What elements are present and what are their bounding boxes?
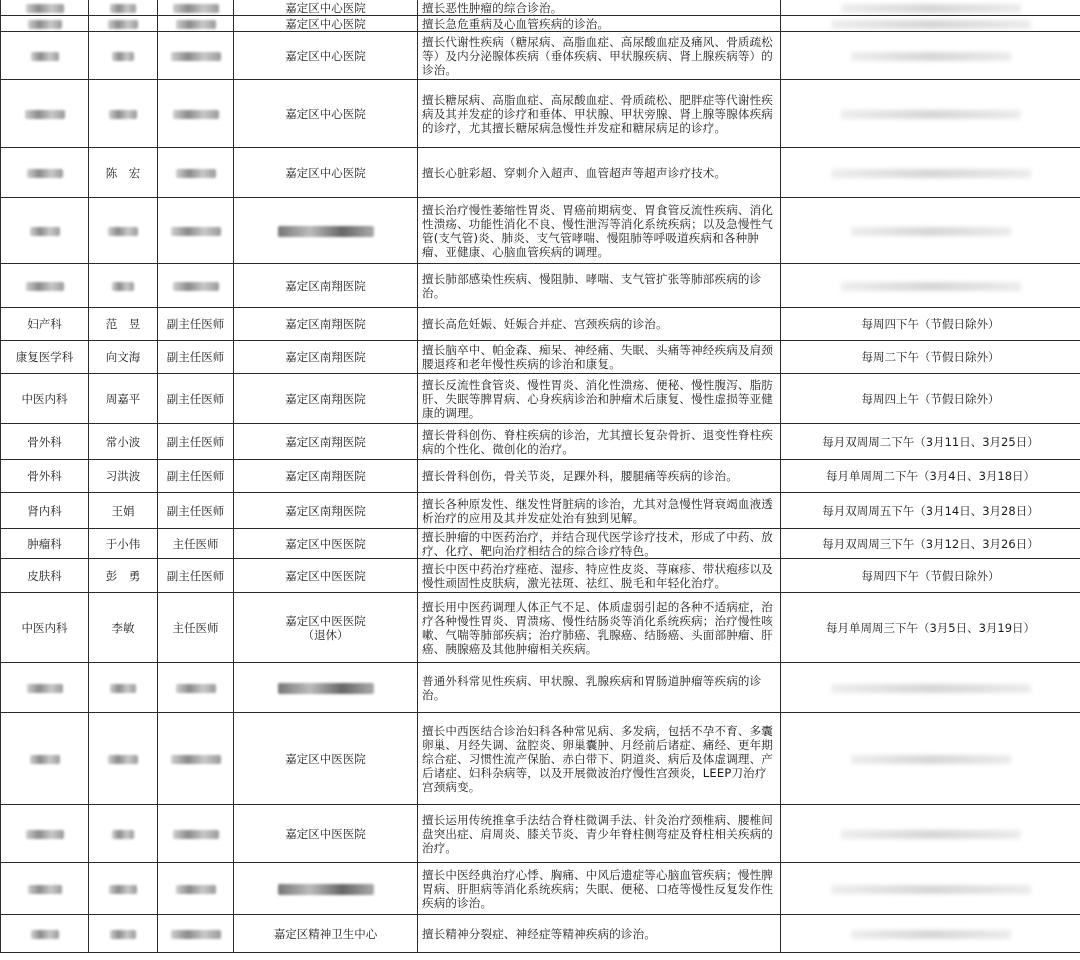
clinic-time-cell (781, 529, 1080, 559)
redacted-placeholder (841, 282, 1021, 291)
specialty-text: 擅长骨科创伤、脊柱疾病的诊治，尤其擅长复杂骨折、退变性脊柱疾病的个性化、微创化的治疗。 (422, 427, 773, 456)
department-cell (1, 805, 89, 863)
hospital-text: 嘉定区中医医院 (285, 568, 366, 583)
clinic-time-cell (781, 341, 1080, 374)
doctor-name-cell (89, 805, 158, 863)
hospital-cell (234, 593, 418, 663)
hospital-text: 嘉定区中心医院 (285, 0, 366, 15)
redacted-placeholder (176, 20, 216, 29)
doctor-name-cell (89, 915, 158, 953)
department-cell (1, 493, 89, 529)
table-row (1, 805, 1080, 863)
clinic-time-cell (781, 308, 1080, 341)
hospital-cell (234, 341, 418, 374)
clinic-time-cell (781, 264, 1080, 308)
redacted-placeholder (176, 885, 216, 894)
clinic-time-cell (781, 663, 1080, 713)
specialty-cell (418, 198, 781, 264)
hospital-cell (234, 264, 418, 308)
doctor-title-cell (158, 663, 234, 713)
hospital-text: 嘉定区南翔医院 (285, 317, 366, 331)
redacted-placeholder (173, 282, 219, 291)
department-text: 肿瘤科 (27, 536, 62, 551)
department-cell (1, 424, 89, 460)
doctor-title-cell (158, 264, 234, 308)
doctor-name-text: 于小伟 (105, 536, 141, 551)
specialty-cell (418, 80, 781, 148)
clinic-time-text: 每周二下午（节假日除外） (861, 350, 1000, 364)
specialty-text: 擅长肺部感染性疾病、慢阻肺、哮喘、支气管扩张等肺部疾病的诊治。 (422, 271, 762, 300)
specialty-cell (418, 713, 781, 805)
department-cell (1, 264, 89, 308)
table-row (1, 713, 1080, 805)
table-row (1, 264, 1080, 308)
redacted-placeholder (171, 227, 221, 236)
redacted-placeholder (841, 830, 1021, 839)
specialty-cell (418, 593, 781, 663)
redacted-placeholder (26, 4, 64, 13)
department-cell (1, 593, 89, 663)
department-cell (1, 915, 89, 953)
doctor-name-cell (89, 32, 158, 80)
doctor-title-cell (158, 493, 234, 529)
clinic-time-cell (781, 593, 1080, 663)
department-text: 骨外科 (27, 434, 62, 449)
redacted-placeholder (831, 885, 1031, 894)
table-row (1, 529, 1080, 559)
department-text: 骨外科 (27, 469, 62, 483)
hospital-cell (234, 308, 418, 341)
doctor-title-text: 副主任医师 (166, 391, 225, 406)
clinic-time-cell (781, 915, 1080, 953)
hospital-cell (234, 663, 418, 713)
hospital-cell (234, 915, 418, 953)
table-row (1, 198, 1080, 264)
table-row (1, 32, 1080, 80)
redacted-placeholder (171, 930, 221, 939)
redacted-placeholder (173, 4, 219, 13)
redacted-placeholder (278, 884, 374, 895)
hospital-cell (234, 32, 418, 80)
hospital-cell (234, 713, 418, 805)
clinic-time-text: 每周四上午（节假日除外） (861, 391, 1000, 406)
specialty-text: 擅长骨科创伤，骨关节炎，足踝外科，腰腿痛等疾病的诊治。 (422, 469, 738, 483)
redacted-placeholder (31, 52, 59, 61)
hospital-cell (234, 805, 418, 863)
redacted-placeholder (176, 169, 216, 178)
clinic-time-text: 每月单周周三下午（3月5日、3月19日） (825, 620, 1036, 635)
table-row (1, 0, 1080, 16)
table-row (1, 374, 1080, 424)
specialty-cell (418, 863, 781, 915)
redacted-placeholder (26, 282, 64, 291)
doctor-name-cell (89, 559, 158, 593)
doctor-name-text: 常小波 (105, 434, 141, 449)
doctor-title-cell (158, 460, 234, 493)
doctor-name-text: 范 昱 (105, 317, 141, 331)
clinic-time-text: 每月单周周二下午（3月4日、3月18日） (825, 469, 1036, 483)
doctor-name-text: 周嘉平 (105, 391, 141, 406)
doctor-title-cell (158, 308, 234, 341)
doctor-name-cell (89, 374, 158, 424)
specialty-cell (418, 559, 781, 593)
specialty-text: 擅长糖尿病、高脂血症、高尿酸血症、骨质疏松、肥胖症等代谢性疾病及其并发症的诊疗和垂体、甲状腺、甲状旁腺、肾上腺等腺体疾病的诊疗，尤其擅长糖尿病急慢性并发症和糖尿病足的诊疗。 (422, 92, 773, 135)
clinic-time-cell (781, 460, 1080, 493)
hospital-text: 嘉定区中心医院 (285, 48, 366, 63)
hospital-text: 嘉定区中心医院 (285, 16, 366, 31)
hospital-text: 嘉定区南翔医院 (285, 391, 366, 406)
hospital-text: 嘉定区中医医院 (285, 613, 366, 628)
redacted-placeholder (112, 52, 134, 61)
doctor-title-text: 副主任医师 (166, 434, 225, 449)
hospital-cell (234, 493, 418, 529)
specialty-text: 擅长用中医药调理人体正气不足、体质虚弱引起的各种不适病症，治疗各种慢性胃炎、胃溃疡、慢性结肠炎等消化系统疾病；治疗慢性咳嗽、气喘等肺部疾病；治疗肺癌、乳腺癌、结肠癌、头面部肿瘤、肝癌、胰腺癌及其他肿瘤相关疾病。 (422, 599, 773, 656)
hospital-text: 嘉定区精神卫生中心 (273, 926, 378, 941)
doctor-name-cell (89, 460, 158, 493)
clinic-time-cell (781, 493, 1080, 529)
table-row (1, 80, 1080, 148)
hospital-text: 嘉定区南翔医院 (285, 278, 366, 293)
redacted-placeholder (851, 755, 1011, 764)
specialty-text: 擅长肿瘤的中医药治疗，并结合现代医学诊疗技术，形成了中药、放疗、化疗、靶向治疗相结合的综合诊疗特色。 (422, 529, 773, 558)
doctor-title-cell (158, 80, 234, 148)
clinic-time-cell (781, 16, 1080, 32)
doctor-title-cell (158, 374, 234, 424)
specialty-text: 擅长代谢性疾病（糖尿病、高脂血症、高尿酸血症及痛风、骨质疏松等）及内分泌腺体疾病（垂体疾病、甲状腺疾病、肾上腺疾病等）的诊治。 (422, 34, 773, 77)
doctor-title-cell (158, 559, 234, 593)
table-row (1, 663, 1080, 713)
redacted-placeholder (110, 930, 136, 939)
redacted-placeholder (30, 227, 60, 236)
specialty-text: 擅长反流性食管炎、慢性胃炎、消化性溃疡、便秘、慢性腹泻、脂肪肝、失眠等脾胃病、心身疾病诊治和肿瘤术后康复、慢性虚损等亚健康的调理。 (422, 377, 773, 420)
table-row (1, 308, 1080, 341)
department-cell (1, 529, 89, 559)
department-cell (1, 713, 89, 805)
department-cell (1, 0, 89, 16)
doctor-title-text: 主任医师 (172, 620, 219, 635)
redacted-placeholder (841, 4, 1021, 13)
doctor-title-text: 副主任医师 (166, 317, 225, 331)
redacted-placeholder (851, 227, 1011, 236)
hospital-text: 嘉定区中医医院 (285, 536, 366, 551)
doctor-name-cell (89, 593, 158, 663)
redacted-placeholder (26, 830, 64, 839)
redacted-placeholder (851, 930, 1011, 939)
department-text: 康复医学科 (15, 350, 74, 364)
redacted-placeholder (108, 20, 138, 29)
redacted-placeholder (112, 282, 134, 291)
doctor-title-text: 副主任医师 (166, 568, 225, 583)
doctor-title-text: 副主任医师 (166, 469, 225, 483)
doctor-name-cell (89, 663, 158, 713)
department-text: 肾内科 (27, 503, 62, 518)
redacted-placeholder (109, 110, 137, 119)
table-row (1, 16, 1080, 32)
doctor-title-cell (158, 915, 234, 953)
table-row (1, 460, 1080, 493)
doctor-name-text: 王娟 (111, 503, 135, 518)
specialty-cell (418, 915, 781, 953)
redacted-placeholder (28, 885, 62, 894)
redacted-placeholder (108, 227, 138, 236)
clinic-time-cell (781, 198, 1080, 264)
table-row (1, 863, 1080, 915)
department-cell (1, 16, 89, 32)
hospital-text: 嘉定区中心医院 (285, 165, 366, 180)
doctor-title-cell (158, 713, 234, 805)
hospital-text: 嘉定区南翔医院 (285, 469, 366, 483)
doctor-name-cell (89, 264, 158, 308)
clinic-time-cell (781, 863, 1080, 915)
doctor-title-cell (158, 0, 234, 16)
doctor-title-cell (158, 148, 234, 198)
hospital-text: 嘉定区中心医院 (285, 106, 366, 121)
redacted-placeholder (171, 755, 221, 764)
clinic-time-cell (781, 424, 1080, 460)
clinic-time-text: 每周四下午（节假日除外） (861, 317, 1000, 331)
clinic-time-cell (781, 32, 1080, 80)
specialty-cell (418, 493, 781, 529)
redacted-placeholder (108, 755, 138, 764)
doctor-name-text: 李敏 (111, 620, 135, 635)
table-row (1, 915, 1080, 953)
clinic-time-cell (781, 805, 1080, 863)
doctor-title-cell (158, 424, 234, 460)
specialty-text: 擅长中医经典治疗心悸、胸痛、中风后遗症等心脑血管疾病；慢性脾胃病、肝胆病等消化系统疾病；失眠、便秘、口疮等慢性反复发作性疾病的诊治。 (422, 867, 773, 910)
doctor-title-cell (158, 341, 234, 374)
department-text: 中医内科 (21, 620, 68, 635)
specialty-text: 擅长治疗慢性萎缩性胃炎、胃癌前期病变、胃食管反流性疾病、消化性溃疡、功能性消化不良、慢性泄泻等消化系统疾病；以及急慢性气管(支气管)炎、肺炎、支气管哮喘、慢阻肺等呼吸道疾病和各种肿瘤、亚健康、心脑血管疾病的调理。 (422, 202, 773, 259)
doctor-title-cell (158, 32, 234, 80)
department-cell (1, 374, 89, 424)
redacted-placeholder (27, 684, 63, 693)
department-cell (1, 341, 89, 374)
specialty-cell (418, 32, 781, 80)
specialty-text: 擅长恶性肿瘤的综合诊治。 (422, 0, 563, 15)
redacted-placeholder (831, 684, 1031, 693)
doctor-name-cell (89, 0, 158, 16)
specialty-cell (418, 341, 781, 374)
department-cell (1, 198, 89, 264)
table-row (1, 341, 1080, 374)
clinic-time-cell (781, 0, 1080, 16)
hospital-cell (234, 148, 418, 198)
redacted-placeholder (31, 930, 59, 939)
doctor-title-cell (158, 198, 234, 264)
specialty-cell (418, 529, 781, 559)
specialty-text: 擅长心脏彩超、穿刺介入超声、血管超声等超声诊疗技术。 (422, 165, 727, 180)
specialty-text: 擅长精神分裂症、神经症等精神疾病的诊治。 (422, 926, 656, 941)
doctor-title-cell (158, 863, 234, 915)
doctor-title-cell (158, 529, 234, 559)
redacted-placeholder (110, 684, 136, 693)
hospital-text: 嘉定区南翔医院 (285, 350, 366, 364)
table-row (1, 148, 1080, 198)
doctor-name-cell (89, 148, 158, 198)
hospital-cell (234, 374, 418, 424)
doctor-title-text: 主任医师 (172, 536, 219, 551)
redacted-placeholder (27, 169, 63, 178)
redacted-placeholder (112, 830, 134, 839)
doctor-name-cell (89, 529, 158, 559)
hospital-text: 嘉定区南翔医院 (285, 434, 366, 449)
redacted-placeholder (831, 20, 1031, 29)
redacted-placeholder (176, 684, 216, 693)
hospital-cell (234, 460, 418, 493)
doctor-title-text: 副主任医师 (166, 350, 225, 364)
department-cell (1, 308, 89, 341)
clinic-time-cell (781, 148, 1080, 198)
hospital-cell (234, 424, 418, 460)
specialty-cell (418, 0, 781, 16)
redacted-placeholder (278, 226, 374, 237)
redacted-placeholder (171, 52, 221, 61)
specialty-cell (418, 264, 781, 308)
table-row (1, 424, 1080, 460)
specialty-text: 普通外科常见性疾病、甲状腺、乳腺疾病和胃肠道肿瘤等疾病的诊治。 (422, 673, 762, 702)
clinic-time-text: 每月双周周三下午（3月12日、3月26日） (822, 536, 1039, 551)
doctor-name-cell (89, 713, 158, 805)
doctor-name-cell (89, 308, 158, 341)
hospital-cell (234, 559, 418, 593)
doctor-name-text: 陈 宏 (105, 165, 141, 180)
redacted-placeholder (851, 52, 1011, 61)
hospital-cell (234, 16, 418, 32)
department-cell (1, 863, 89, 915)
redacted-placeholder (831, 169, 1031, 178)
hospital-cell (234, 0, 418, 16)
doctor-name-cell (89, 493, 158, 529)
doctor-title-cell (158, 805, 234, 863)
clinic-time-text: 每月双周周二下午（3月11日、3月25日） (822, 434, 1039, 449)
specialty-text: 擅长运用传统推拿手法结合脊柱微调手法、针灸治疗颈椎病、腰椎间盘突出症、肩周炎、膝关节炎、青少年脊柱侧弯症及脊柱相关疾病的治疗。 (422, 812, 773, 855)
specialty-cell (418, 424, 781, 460)
specialty-cell (418, 148, 781, 198)
table-row (1, 593, 1080, 663)
redacted-placeholder (841, 110, 1021, 119)
clinic-time-text: 每周四下午（节假日除外） (861, 568, 1000, 583)
doctor-name-cell (89, 16, 158, 32)
doctor-name-text: 习洪波 (105, 469, 141, 483)
specialty-text: 擅长各种原发性、继发性肾脏病的诊治，尤其对急慢性肾衰竭血液透析治疗的应用及其并发症处治有独到见解。 (422, 496, 773, 525)
specialty-text: 擅长高危妊娠、妊娠合并症、宫颈疾病的诊治。 (422, 317, 668, 331)
redacted-placeholder (173, 110, 219, 119)
hospital-cell (234, 198, 418, 264)
specialty-text: 擅长中西医结合诊治妇科各种常见病、多发病，包括不孕不育、多囊卵巢、月经失调、盆腔炎、卵巢囊肿、月经前后诸症、痛经、更年期综合症、习惯性流产保胎、赤白带下、阴道炎、病后及体虚调理、产后诸症、妇科杂病等，以及开展微波治疗慢性宫颈炎，LEEP刀治疗宫颈病变。 (422, 723, 773, 794)
clinic-time-cell (781, 559, 1080, 593)
redacted-placeholder (25, 110, 65, 119)
table-row (1, 493, 1080, 529)
hospital-cell (234, 80, 418, 148)
department-cell (1, 663, 89, 713)
hospital-text: 嘉定区中医医院 (285, 826, 366, 841)
doctor-name-cell (89, 424, 158, 460)
hospital-text: 嘉定区中医医院 (285, 751, 366, 766)
doctor-name-cell (89, 863, 158, 915)
doctor-title-cell (158, 593, 234, 663)
table-row (1, 559, 1080, 593)
redacted-placeholder (278, 683, 374, 694)
hospital-text: 嘉定区南翔医院 (285, 503, 366, 518)
clinic-time-cell (781, 80, 1080, 148)
doctor-name-cell (89, 80, 158, 148)
specialty-text: 擅长急危重病及心血管疾病的诊治。 (422, 16, 610, 31)
hospital-cell (234, 529, 418, 559)
doctor-name-text: 彭 勇 (105, 568, 141, 583)
department-text: 中医内科 (21, 391, 68, 406)
redacted-placeholder (30, 755, 60, 764)
clinic-time-cell (781, 374, 1080, 424)
hospital-note-text: （退休） (302, 627, 349, 642)
hospital-cell (234, 863, 418, 915)
specialty-cell (418, 308, 781, 341)
specialty-cell (418, 16, 781, 32)
clinic-time-cell (781, 713, 1080, 805)
specialty-text: 擅长脑卒中、帕金森、痴呆、神经痛、失眠、头痛等神经疾病及肩颈腰退疼和老年慢性疾病的诊治和康复。 (422, 343, 773, 371)
department-cell (1, 80, 89, 148)
specialty-cell (418, 663, 781, 713)
department-cell (1, 460, 89, 493)
doctor-title-text: 副主任医师 (166, 503, 225, 518)
redacted-placeholder (28, 20, 62, 29)
doctor-name-text: 向文海 (105, 350, 141, 364)
specialty-cell (418, 805, 781, 863)
doctor-title-cell (158, 16, 234, 32)
clinic-time-text: 每月双周周五下午（3月14日、3月28日） (822, 503, 1039, 518)
specialty-cell (418, 460, 781, 493)
doctor-name-cell (89, 341, 158, 374)
department-cell (1, 32, 89, 80)
department-text: 妇产科 (27, 317, 62, 331)
department-cell (1, 148, 89, 198)
specialty-cell (418, 374, 781, 424)
redacted-placeholder (173, 830, 219, 839)
redacted-placeholder (109, 885, 137, 894)
specialty-text: 擅长中医中药治疗痤疮、湿疹、特应性皮炎、荨麻疹、带状疱疹以及慢性顽固性皮肤病，激光祛斑、祛红、脱毛和年轻化治疗。 (422, 561, 773, 590)
doctor-name-cell (89, 198, 158, 264)
department-cell (1, 559, 89, 593)
department-text: 皮肤科 (27, 568, 62, 583)
redacted-placeholder (110, 4, 136, 13)
